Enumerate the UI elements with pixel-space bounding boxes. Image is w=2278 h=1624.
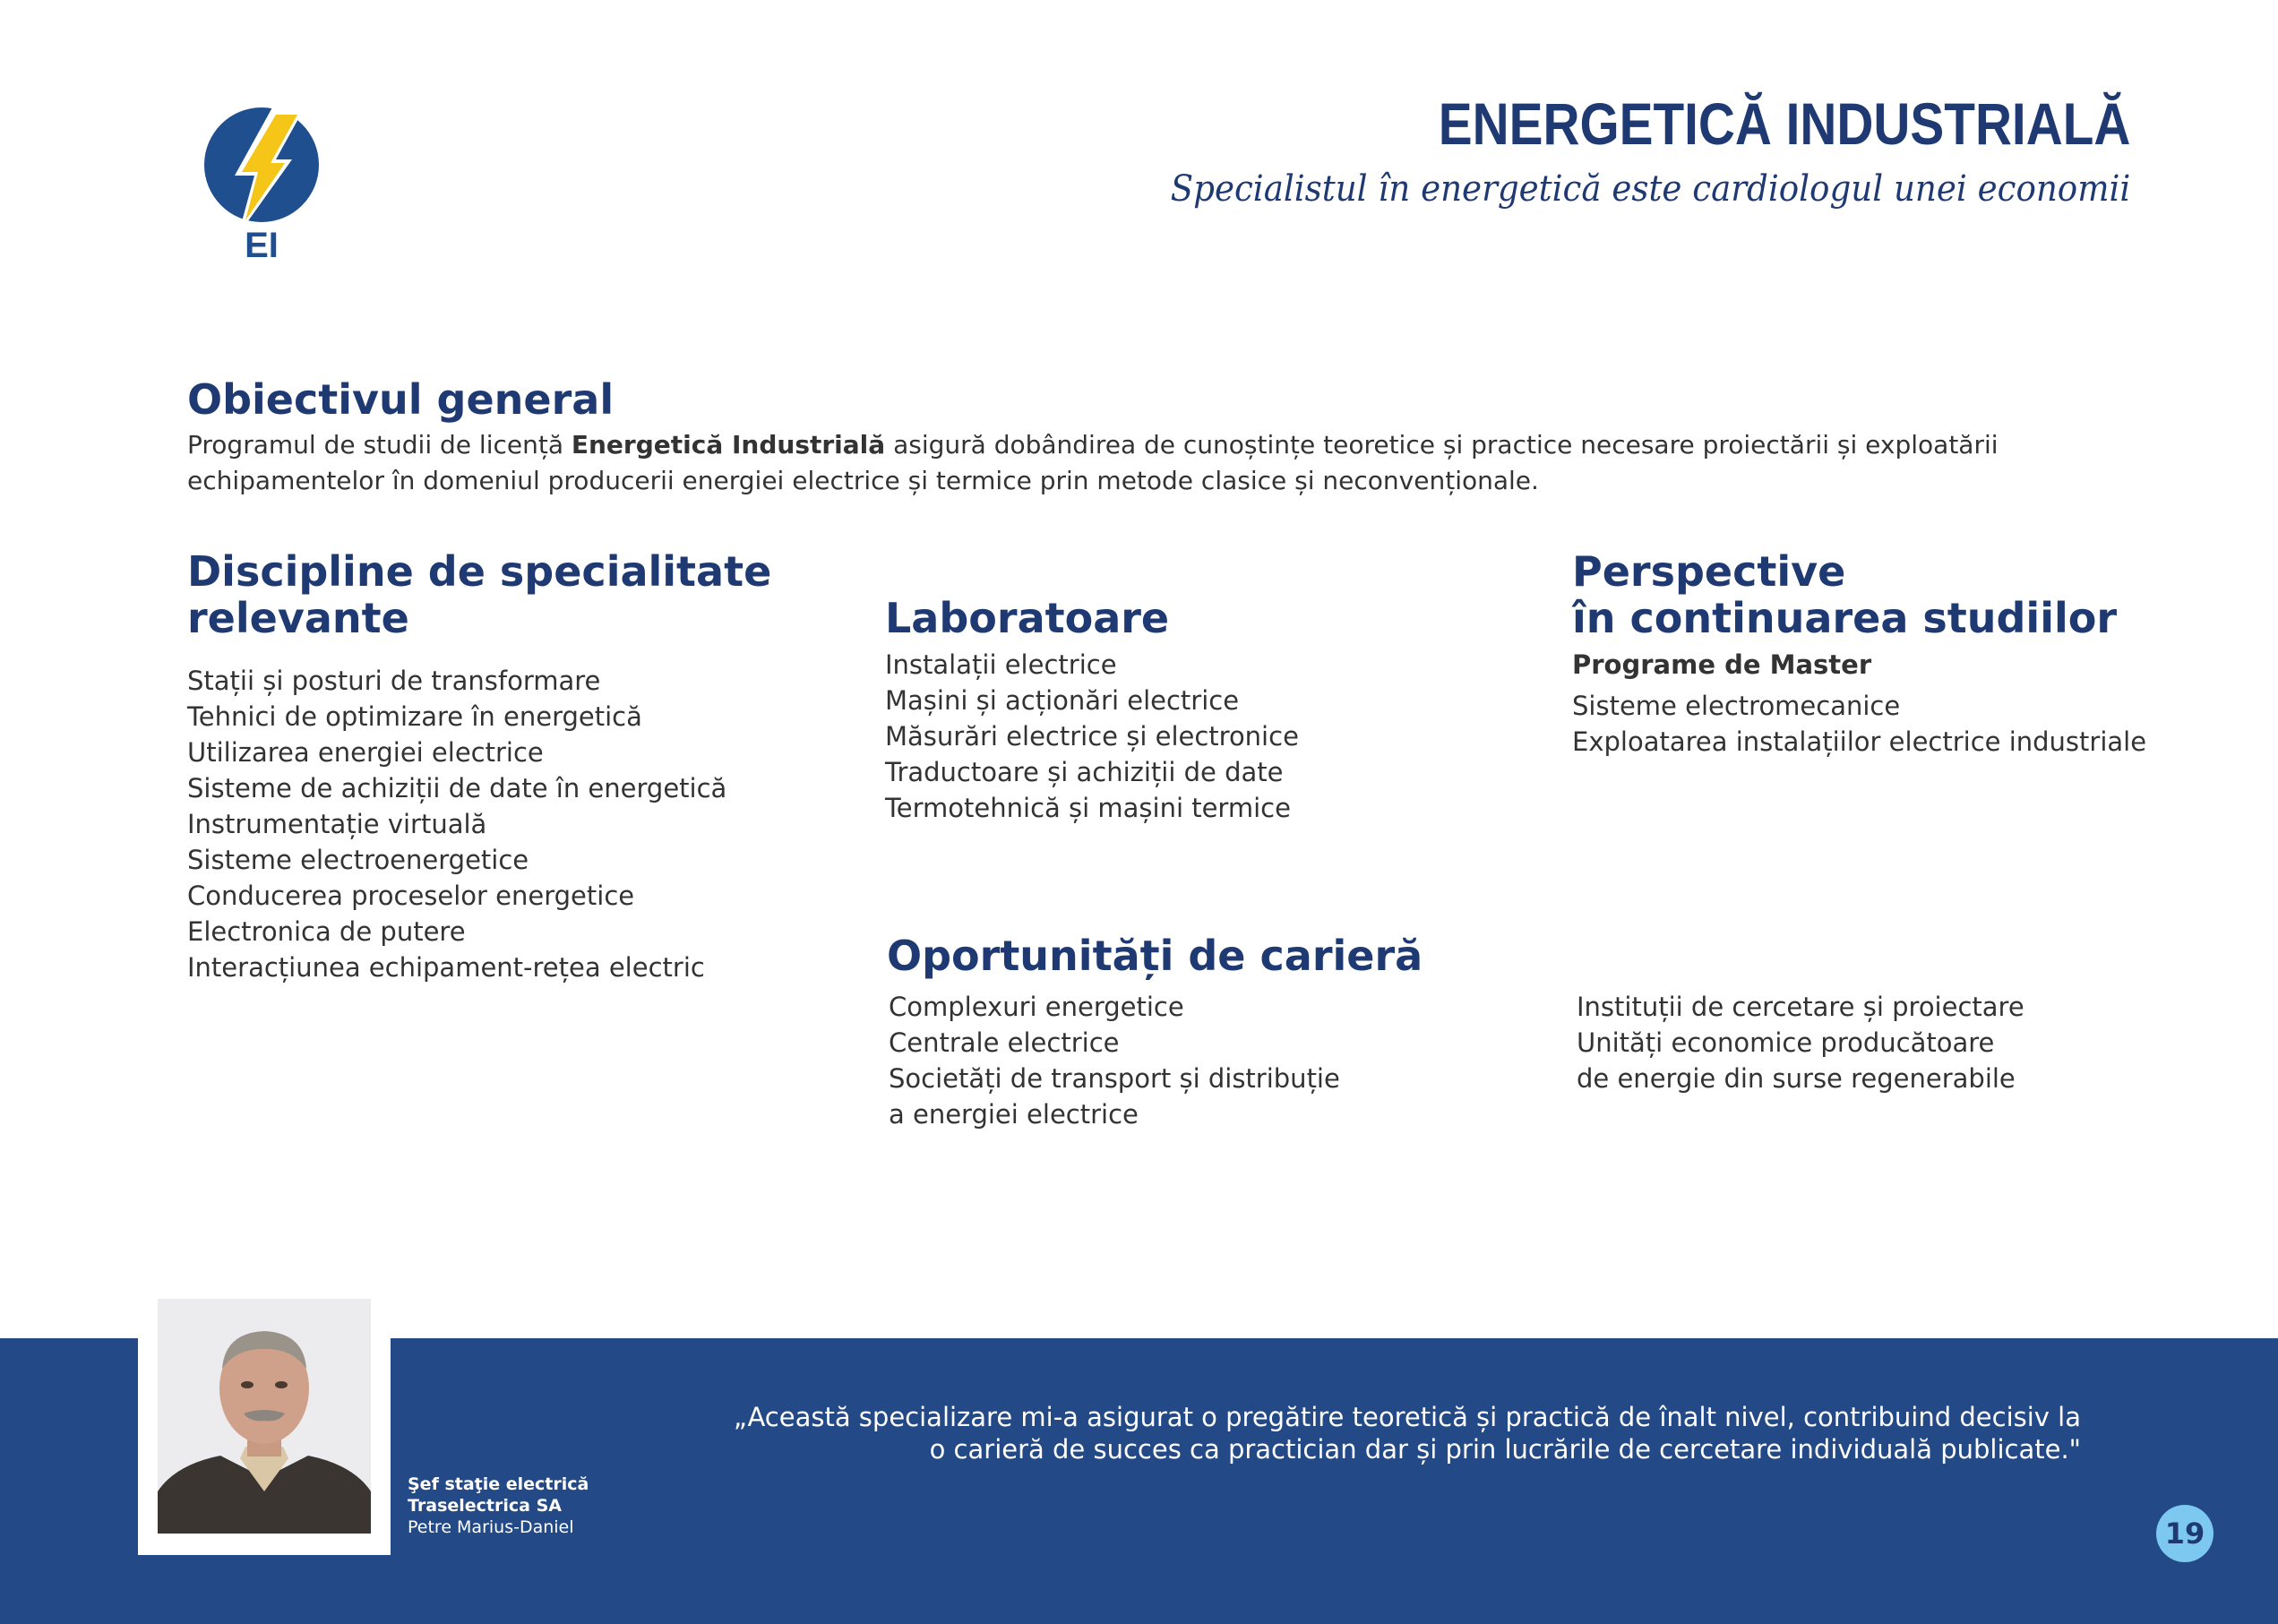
author-company: Traselectrica SA — [408, 1496, 562, 1516]
objective-text — [187, 427, 2131, 499]
list-item: Instalații electrice — [885, 649, 1117, 680]
list-item: Stații și posturi de transformare — [187, 666, 601, 696]
page-subtitle: Specialistul în energetică este cardiologul unei economii — [1170, 168, 2130, 210]
logo-text: EI — [245, 226, 279, 265]
careers-list-left — [889, 989, 1340, 1132]
list-item: Utilizarea energiei electrice — [187, 737, 544, 768]
testimonial-author — [408, 1474, 589, 1538]
perspectives-heading-line: Perspective — [1572, 547, 1846, 596]
author-role: Şef staţie electrică — [408, 1474, 589, 1494]
program-logo — [199, 104, 324, 271]
careers-heading: Oportunități de carieră — [887, 932, 1423, 980]
list-item: Exploatarea instalațiilor electrice industriale — [1572, 726, 2147, 757]
list-item: a energiei electrice — [889, 1099, 1139, 1130]
quote-line: „Această specializare mi-a asigurat o pregătire teoretică și practică de înalt nivel, contribuind decisiv la — [733, 1402, 2081, 1432]
objective-heading: Obiectivul general — [187, 375, 615, 424]
perspectives-heading-line: în continuarea studiilor — [1572, 594, 2118, 642]
objective-text-part: Programul de studii de licență — [187, 430, 572, 460]
list-item: Centrale electrice — [889, 1027, 1120, 1058]
labs-section — [885, 595, 1299, 826]
list-item: de energie din surse regenerabile — [1577, 1063, 2016, 1094]
list-item: Complexuri energetice — [889, 992, 1184, 1022]
labs-heading: Laboratoare — [885, 594, 1170, 642]
list-item: Mașini și acționări electrice — [885, 685, 1240, 716]
testimonial-quote — [648, 1401, 2081, 1465]
list-item: Sisteme electromecanice — [1572, 691, 1901, 721]
disciplines-heading-line: Discipline de specialitate — [187, 547, 772, 596]
perspectives-section — [1572, 548, 2146, 760]
master-programs-heading: Programe de Master — [1572, 649, 1872, 680]
quote-line: o carieră de succes ca practician dar și prin lucrările de cercetare individuală publicate." — [929, 1434, 2081, 1465]
perspectives-heading — [1572, 548, 2146, 641]
objective-program-name: Energetică Industrială — [571, 430, 886, 460]
list-item: Termotehnică și mașini termice — [885, 793, 1291, 823]
list-item: Sisteme electroenergetice — [187, 845, 529, 875]
labs-list — [885, 647, 1299, 826]
list-item: Traductoare și achiziții de date — [885, 757, 1284, 787]
list-item: Sisteme de achiziții de date în energetică — [187, 773, 727, 803]
person-photo — [158, 1299, 371, 1534]
author-name: Petre Marius-Daniel — [408, 1517, 574, 1537]
page-title: ENERGETICĂ INDUSTRIALĂ — [1438, 90, 2130, 157]
careers-list-right — [1577, 989, 2024, 1096]
master-programs-list — [1572, 688, 2146, 760]
list-item: Măsurări electrice și electronice — [885, 721, 1299, 752]
list-item: Electronica de putere — [187, 916, 466, 947]
list-item: Tehnici de optimizare în energetică — [187, 701, 642, 732]
list-item: Instrumentație virtuală — [187, 809, 487, 839]
objective-text-part: asigură dobândirea de cunoștințe teoretice și practice necesare proiectării și exploatării echipamentelor în domeniul producerii energiei electrice și termice prin metode clasice și neconvenționale. — [187, 430, 1999, 495]
list-item: Interacțiunea echipament-rețea electric — [187, 952, 705, 983]
disciplines-heading-line: relevante — [187, 594, 409, 642]
list-item: Instituții de cercetare și proiectare — [1577, 992, 2024, 1022]
disciplines-section — [187, 548, 771, 985]
disciplines-list — [187, 663, 771, 985]
list-item: Unități economice producătoare — [1577, 1027, 1995, 1058]
page-number-badge: 19 — [2156, 1505, 2214, 1562]
person-portrait-icon — [158, 1299, 371, 1534]
disciplines-heading — [187, 548, 771, 641]
list-item: Conducerea proceselor energetice — [187, 881, 635, 911]
list-item: Societăți de transport și distribuție — [889, 1063, 1340, 1094]
